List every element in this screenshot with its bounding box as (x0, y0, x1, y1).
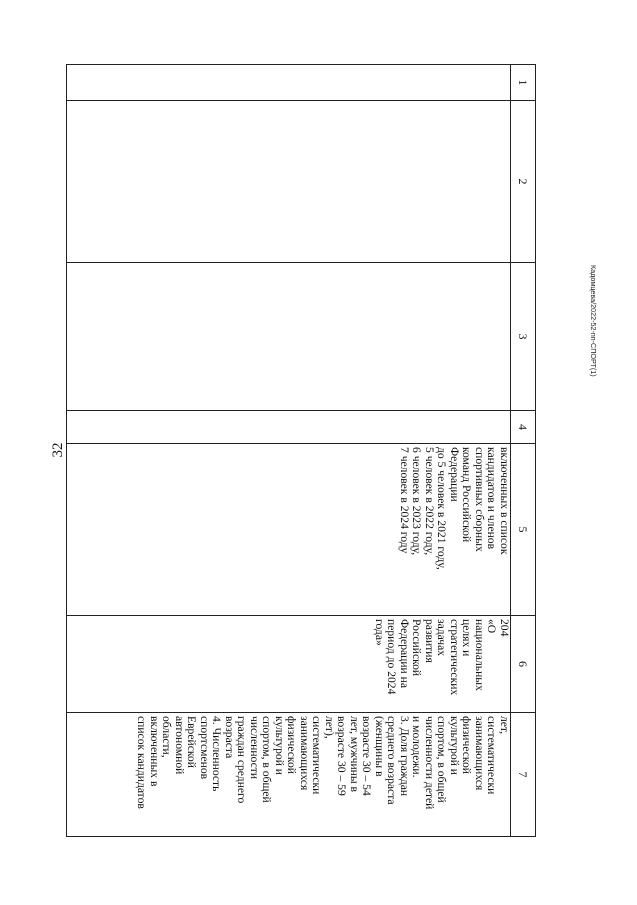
table-row (67, 65, 511, 837)
cell-col-4 (67, 411, 511, 444)
header-col-6: 6 (511, 616, 536, 713)
cell-col-5: включенных в список кандидатов и членов спортивных сборных команд Российской Федерации до 5 человек в 2021 году, 5 человек в 2022 году, 6 человек в 2023 году, 7 человек в 2024 году (67, 444, 511, 616)
header-col-5: 5 (511, 444, 536, 616)
cell-col-7: лет, систематически занимающихся физической культурой и спортом, в общей численности детей и молодежи. 3. Доля граждан среднего возраста (женщины в возрасте 30 – 54 лет, мужчины в возрасте 30 – 59 лет), систематически занимающихся физической культурой и спортом, в общей численности граждан среднего возраста 4. Численность спортсменов Еврейской автономной области, включенных в список кандидатов (67, 713, 511, 837)
header-col-7: 7 (511, 713, 536, 837)
cell-col-6: 204 «О национальных целях и стратегических задачах развития Российской Федерации на период до 2024 года» (67, 616, 511, 713)
document-table (66, 64, 536, 836)
data-table (66, 64, 536, 837)
table-header-row (511, 65, 536, 837)
header-col-4: 4 (511, 411, 536, 444)
cell-col-1 (67, 65, 511, 101)
header-col-2: 2 (511, 101, 536, 263)
document-stamp: Кадомцева/2022-52-пп-СПОРТ(1) (589, 265, 598, 377)
header-col-3: 3 (511, 263, 536, 411)
cell-col-3 (67, 263, 511, 411)
page-number: 32 (50, 442, 66, 458)
header-col-1: 1 (511, 65, 536, 101)
cell-col-2 (67, 101, 511, 263)
